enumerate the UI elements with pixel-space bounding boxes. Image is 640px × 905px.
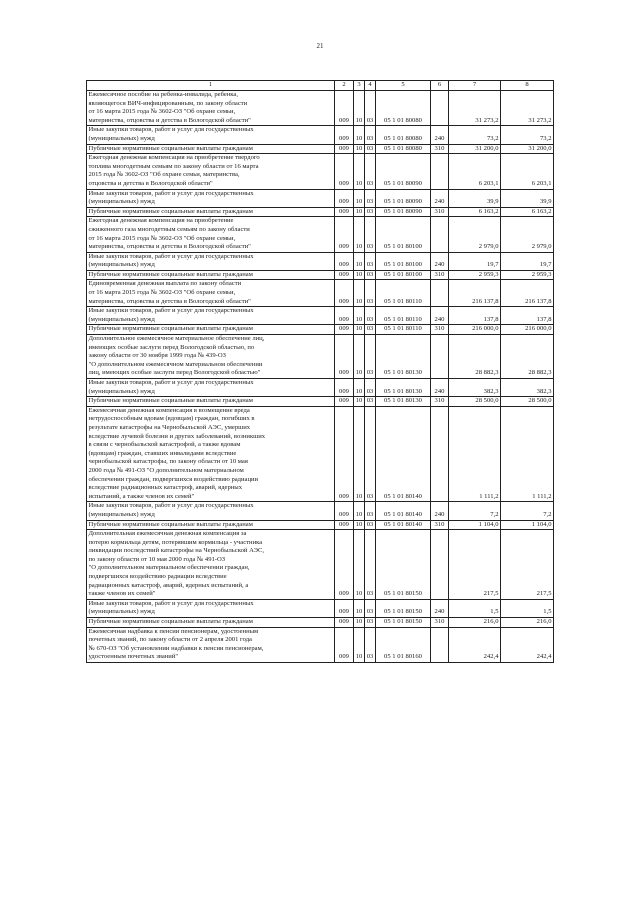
table-row — [87, 530, 554, 600]
subsection-code-cell: 03 — [365, 217, 376, 252]
amount-cell-1: 6 203,1 — [449, 154, 501, 189]
row-name-cell: Дополнительное ежемесячное материальное обеспечение лиц, имеющих особые заслуги перед Вологодской областью, по закону области от 30 ноября 1999 года № 439-ОЗ "О дополнительном ежемесячном материальном обеспечении лиц, имеющих особые заслуги перед Вологодской областью" — [87, 335, 335, 379]
amount-cell-2: 2 979,0 — [501, 217, 554, 252]
ministry-code-cell: 009 — [335, 406, 354, 502]
row-name-cell: Ежегодная денежная компенсация на приобретение твердого топлива многодетным семьям по закону области от 16 марта 2015 года № 3602-ОЗ "Об охране семьи, материнства, отцовства и детства в Вологодской области" — [87, 154, 335, 189]
target-article-cell: 05 1 01 80140 — [376, 406, 431, 502]
expense-type-cell — [431, 280, 449, 307]
ministry-code-cell: 009 — [335, 126, 354, 144]
target-article-cell: 05 1 01 80090 — [376, 154, 431, 189]
amount-cell-1: 217,5 — [449, 530, 501, 600]
table-row — [87, 207, 554, 217]
table-row — [87, 599, 554, 617]
row-name-cell: Публичные нормативные социальные выплаты гражданам — [87, 520, 335, 530]
ministry-code-cell: 009 — [335, 217, 354, 252]
ministry-code-cell: 009 — [335, 189, 354, 207]
target-article-cell: 05 1 01 80100 — [376, 252, 431, 270]
subsection-code-cell: 03 — [365, 207, 376, 217]
column-header-3: 3 — [354, 81, 365, 91]
row-name-cell: Единовременная денежная выплата по закону области от 16 марта 2015 года № 3602-ОЗ "Об охране семьи, материнства, отцовства и детства в Вологодской области" — [87, 280, 335, 307]
amount-cell-2: 1 111,2 — [501, 406, 554, 502]
expense-type-cell — [431, 217, 449, 252]
target-article-cell: 05 1 01 80080 — [376, 91, 431, 126]
amount-cell-2: 217,5 — [501, 530, 554, 600]
amount-cell-1: 1 111,2 — [449, 406, 501, 502]
target-article-cell: 05 1 01 80130 — [376, 379, 431, 397]
amount-cell-1: 382,3 — [449, 379, 501, 397]
target-article-cell: 05 1 01 80150 — [376, 599, 431, 617]
amount-cell-1: 28 500,0 — [449, 397, 501, 407]
expense-type-cell: 310 — [431, 618, 449, 628]
amount-cell-1: 2 979,0 — [449, 217, 501, 252]
section-code-cell: 10 — [354, 217, 365, 252]
subsection-code-cell: 03 — [365, 397, 376, 407]
amount-cell-2: 382,3 — [501, 379, 554, 397]
table-body — [87, 91, 554, 663]
amount-cell-1: 19,7 — [449, 252, 501, 270]
subsection-code-cell: 03 — [365, 325, 376, 335]
amount-cell-2: 7,2 — [501, 502, 554, 520]
target-article-cell: 05 1 01 80150 — [376, 530, 431, 600]
table-row — [87, 397, 554, 407]
row-name-cell: Публичные нормативные социальные выплаты гражданам — [87, 618, 335, 628]
expense-type-cell: 310 — [431, 397, 449, 407]
amount-cell-2: 216 137,8 — [501, 280, 554, 307]
section-code-cell: 10 — [354, 406, 365, 502]
target-article-cell: 05 1 01 80080 — [376, 126, 431, 144]
row-name-cell: Дополнительная ежемесячная денежная компенсация за потерю кормильца детям, потерявшим кормильца - участника ликвидации последствий катастрофы на Чернобыльской АЭС, по закону области от 10 мая 2000 года № 491-ОЗ "О дополнительном материальном обеспечении граждан, подвергшихся воздействию радиации вследствие радиационных катастроф, аварий, ядерных испытаний, а также членов их семей" — [87, 530, 335, 600]
ministry-code-cell: 009 — [335, 599, 354, 617]
amount-cell-1: 1,5 — [449, 599, 501, 617]
amount-cell-1: 216 000,0 — [449, 325, 501, 335]
section-code-cell: 10 — [354, 325, 365, 335]
column-header-4: 4 — [365, 81, 376, 91]
table-row — [87, 618, 554, 628]
expense-type-cell — [431, 91, 449, 126]
subsection-code-cell: 03 — [365, 379, 376, 397]
subsection-code-cell: 03 — [365, 189, 376, 207]
expense-type-cell: 240 — [431, 502, 449, 520]
amount-cell-2: 31 200,0 — [501, 144, 554, 154]
amount-cell-1: 137,8 — [449, 307, 501, 325]
section-code-cell: 10 — [354, 627, 365, 662]
amount-cell-2: 242,4 — [501, 627, 554, 662]
expense-type-cell — [431, 627, 449, 662]
subsection-code-cell: 03 — [365, 520, 376, 530]
subsection-code-cell: 03 — [365, 126, 376, 144]
table-row — [87, 307, 554, 325]
subsection-code-cell: 03 — [365, 280, 376, 307]
amount-cell-2: 6 203,1 — [501, 154, 554, 189]
expense-type-cell: 240 — [431, 252, 449, 270]
target-article-cell: 05 1 01 80140 — [376, 502, 431, 520]
ministry-code-cell: 009 — [335, 397, 354, 407]
amount-cell-1: 1 104,0 — [449, 520, 501, 530]
column-header-5: 5 — [376, 81, 431, 91]
column-header-1: 1 — [87, 81, 335, 91]
row-name-cell: Иные закупки товаров, работ и услуг для государственных (муниципальных) нужд — [87, 379, 335, 397]
ministry-code-cell: 009 — [335, 270, 354, 280]
section-code-cell: 10 — [354, 520, 365, 530]
target-article-cell: 05 1 01 80100 — [376, 270, 431, 280]
ministry-code-cell: 009 — [335, 144, 354, 154]
table-row — [87, 502, 554, 520]
table-row — [87, 627, 554, 662]
row-name-cell: Публичные нормативные социальные выплаты гражданам — [87, 325, 335, 335]
amount-cell-1: 7,2 — [449, 502, 501, 520]
ministry-code-cell: 009 — [335, 207, 354, 217]
expense-type-cell: 240 — [431, 126, 449, 144]
row-name-cell: Иные закупки товаров, работ и услуг для государственных (муниципальных) нужд — [87, 307, 335, 325]
amount-cell-1: 216,0 — [449, 618, 501, 628]
target-article-cell: 05 1 01 80130 — [376, 397, 431, 407]
amount-cell-2: 137,8 — [501, 307, 554, 325]
subsection-code-cell: 03 — [365, 530, 376, 600]
row-name-cell: Иные закупки товаров, работ и услуг для государственных (муниципальных) нужд — [87, 126, 335, 144]
section-code-cell: 10 — [354, 599, 365, 617]
subsection-code-cell: 03 — [365, 618, 376, 628]
subsection-code-cell: 03 — [365, 502, 376, 520]
expense-type-cell: 310 — [431, 325, 449, 335]
section-code-cell: 10 — [354, 252, 365, 270]
header-row — [87, 81, 554, 91]
amount-cell-1: 31 200,0 — [449, 144, 501, 154]
ministry-code-cell: 009 — [335, 520, 354, 530]
column-header-7: 7 — [449, 81, 501, 91]
target-article-cell: 05 1 01 80110 — [376, 307, 431, 325]
ministry-code-cell: 009 — [335, 91, 354, 126]
ministry-code-cell: 009 — [335, 307, 354, 325]
target-article-cell: 05 1 01 80150 — [376, 618, 431, 628]
subsection-code-cell: 03 — [365, 307, 376, 325]
section-code-cell: 10 — [354, 618, 365, 628]
ministry-code-cell: 009 — [335, 335, 354, 379]
section-code-cell: 10 — [354, 91, 365, 126]
ministry-code-cell: 009 — [335, 627, 354, 662]
ministry-code-cell: 009 — [335, 502, 354, 520]
target-article-cell: 05 1 01 80110 — [376, 280, 431, 307]
column-header-2: 2 — [335, 81, 354, 91]
row-name-cell: Публичные нормативные социальные выплаты гражданам — [87, 144, 335, 154]
section-code-cell: 10 — [354, 207, 365, 217]
row-name-cell: Иные закупки товаров, работ и услуг для государственных (муниципальных) нужд — [87, 502, 335, 520]
subsection-code-cell: 03 — [365, 252, 376, 270]
expense-type-cell: 310 — [431, 270, 449, 280]
row-name-cell: Иные закупки товаров, работ и услуг для государственных (муниципальных) нужд — [87, 599, 335, 617]
target-article-cell: 05 1 01 80090 — [376, 189, 431, 207]
target-article-cell: 05 1 01 80100 — [376, 217, 431, 252]
ministry-code-cell: 009 — [335, 280, 354, 307]
amount-cell-2: 19,7 — [501, 252, 554, 270]
subsection-code-cell: 03 — [365, 144, 376, 154]
amount-cell-2: 31 273,2 — [501, 91, 554, 126]
expense-type-cell: 240 — [431, 307, 449, 325]
section-code-cell: 10 — [354, 144, 365, 154]
amount-cell-1: 28 882,3 — [449, 335, 501, 379]
row-name-cell: Ежегодная денежная компенсация на приобретение сжиженного газа многодетным семьям по закону области от 16 марта 2015 года № 3602-ОЗ "Об охране семьи, материнства, отцовства и детства в Вологодской области" — [87, 217, 335, 252]
ministry-code-cell: 009 — [335, 530, 354, 600]
expense-type-cell — [431, 154, 449, 189]
section-code-cell: 10 — [354, 335, 365, 379]
amount-cell-2: 1,5 — [501, 599, 554, 617]
section-code-cell: 10 — [354, 270, 365, 280]
row-name-cell: Иные закупки товаров, работ и услуг для государственных (муниципальных) нужд — [87, 252, 335, 270]
table-row — [87, 126, 554, 144]
amount-cell-1: 242,4 — [449, 627, 501, 662]
table-row — [87, 189, 554, 207]
expense-type-cell: 240 — [431, 379, 449, 397]
amount-cell-2: 73,2 — [501, 126, 554, 144]
expense-type-cell — [431, 406, 449, 502]
amount-cell-2: 28 500,0 — [501, 397, 554, 407]
expense-type-cell — [431, 530, 449, 600]
expense-type-cell: 310 — [431, 144, 449, 154]
row-name-cell: Публичные нормативные социальные выплаты гражданам — [87, 397, 335, 407]
expense-type-cell: 240 — [431, 599, 449, 617]
amount-cell-1: 6 163,2 — [449, 207, 501, 217]
table-row — [87, 270, 554, 280]
table-row — [87, 520, 554, 530]
ministry-code-cell: 009 — [335, 252, 354, 270]
amount-cell-1: 73,2 — [449, 126, 501, 144]
ministry-code-cell: 009 — [335, 325, 354, 335]
expense-type-cell: 240 — [431, 189, 449, 207]
section-code-cell: 10 — [354, 126, 365, 144]
target-article-cell: 05 1 01 80080 — [376, 144, 431, 154]
table-row — [87, 335, 554, 379]
table-row — [87, 154, 554, 189]
section-code-cell: 10 — [354, 307, 365, 325]
section-code-cell: 10 — [354, 280, 365, 307]
table-row — [87, 280, 554, 307]
subsection-code-cell: 03 — [365, 599, 376, 617]
table-row — [87, 252, 554, 270]
expense-type-cell — [431, 335, 449, 379]
column-header-8: 8 — [501, 81, 554, 91]
table-row — [87, 144, 554, 154]
subsection-code-cell: 03 — [365, 335, 376, 379]
amount-cell-2: 6 163,2 — [501, 207, 554, 217]
row-name-cell: Публичные нормативные социальные выплаты гражданам — [87, 270, 335, 280]
row-name-cell: Ежемесячное пособие на ребенка-инвалида, ребенка, являющегося ВИЧ-инфицированным, по закону области от 16 марта 2015 года № 3602-ОЗ "Об охране семьи, материнства, отцовства и детства в Вологодской области" — [87, 91, 335, 126]
row-name-cell: Публичные нормативные социальные выплаты гражданам — [87, 207, 335, 217]
budget-table — [86, 80, 554, 663]
page-number: 21 — [316, 42, 324, 50]
section-code-cell: 10 — [354, 189, 365, 207]
section-code-cell: 10 — [354, 397, 365, 407]
amount-cell-2: 39,9 — [501, 189, 554, 207]
amount-cell-2: 28 882,3 — [501, 335, 554, 379]
amount-cell-2: 2 959,3 — [501, 270, 554, 280]
table-row — [87, 91, 554, 126]
subsection-code-cell: 03 — [365, 91, 376, 126]
target-article-cell: 05 1 01 80160 — [376, 627, 431, 662]
target-article-cell: 05 1 01 80130 — [376, 335, 431, 379]
expense-type-cell: 310 — [431, 207, 449, 217]
subsection-code-cell: 03 — [365, 406, 376, 502]
table-row — [87, 379, 554, 397]
target-article-cell: 05 1 01 80140 — [376, 520, 431, 530]
section-code-cell: 10 — [354, 379, 365, 397]
amount-cell-1: 31 273,2 — [449, 91, 501, 126]
column-header-6: 6 — [431, 81, 449, 91]
table-row — [87, 217, 554, 252]
target-article-cell: 05 1 01 80090 — [376, 207, 431, 217]
subsection-code-cell: 03 — [365, 270, 376, 280]
section-code-cell: 10 — [354, 530, 365, 600]
subsection-code-cell: 03 — [365, 154, 376, 189]
table-row — [87, 406, 554, 502]
amount-cell-2: 216,0 — [501, 618, 554, 628]
row-name-cell: Ежемесячная надбавка к пенсии пенсионерам, удостоенным почетных званий, по закону области от 2 апреля 2001 года № 670-ОЗ "Об установлении надбавки к пенсии пенсионерам, удостоенным почетных званий" — [87, 627, 335, 662]
amount-cell-1: 39,9 — [449, 189, 501, 207]
amount-cell-1: 216 137,8 — [449, 280, 501, 307]
target-article-cell: 05 1 01 80110 — [376, 325, 431, 335]
ministry-code-cell: 009 — [335, 379, 354, 397]
amount-cell-2: 216 000,0 — [501, 325, 554, 335]
ministry-code-cell: 009 — [335, 618, 354, 628]
table-row — [87, 325, 554, 335]
row-name-cell: Ежемесячная денежная компенсация в возмещение вреда нетрудоспособным вдовам (вдовцам) граждан, погибших в результате катастрофы на Чернобыльской АЭС, умерших вследствие лучевой болезни и других заболеваний, возникших в связи с чернобыльской катастрофой, а также вдовам (вдовцам) граждан, ставших инвалидами вследствие чернобыльской катастрофы, по закону области от 10 мая 2000 года № 491-ОЗ "О дополнительном материальном обеспечении граждан, подвергшихся воздействию радиации вследствие радиационных катастроф, аварий, ядерных испытаний, а также членов их семей" — [87, 406, 335, 502]
section-code-cell: 10 — [354, 154, 365, 189]
subsection-code-cell: 03 — [365, 627, 376, 662]
amount-cell-1: 2 959,3 — [449, 270, 501, 280]
amount-cell-2: 1 104,0 — [501, 520, 554, 530]
expense-type-cell: 310 — [431, 520, 449, 530]
ministry-code-cell: 009 — [335, 154, 354, 189]
row-name-cell: Иные закупки товаров, работ и услуг для государственных (муниципальных) нужд — [87, 189, 335, 207]
section-code-cell: 10 — [354, 502, 365, 520]
